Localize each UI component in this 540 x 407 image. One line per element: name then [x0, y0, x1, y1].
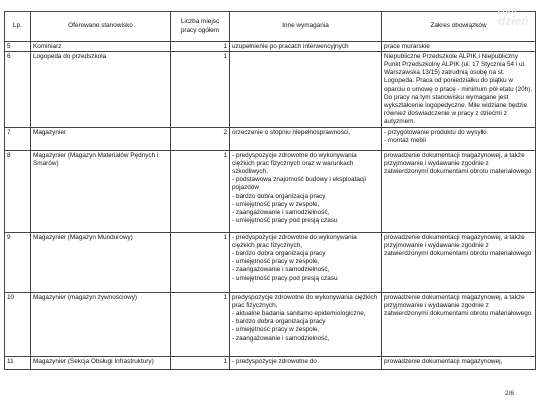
requirement-line: - bardzo dobra organizacja pracy: [232, 192, 326, 200]
table-row: [5, 128, 536, 151]
table-row: [5, 151, 536, 233]
cell-lp: 10: [5, 293, 31, 357]
cell-requirements: [230, 233, 382, 293]
requirement-line: - zaangażowanie i samodzielność,: [232, 208, 330, 216]
cell-count: 1: [171, 52, 230, 128]
duty-line: prace murarskie: [384, 42, 430, 50]
cell-count: 1: [171, 293, 230, 357]
requirement-line: - bardzo dobra organizacja pracy: [232, 249, 326, 257]
table-row: [5, 42, 536, 52]
cell-count: 1: [171, 42, 230, 52]
table-row: [5, 52, 536, 128]
cell-duties: [382, 233, 536, 293]
requirement-line: - umiejętność pracy pod presją czasu: [232, 217, 338, 225]
cell-count: 1: [171, 357, 230, 370]
requirement-line: - zaangażowanie i samodzielność,: [232, 266, 330, 274]
cell-lp: 9: [5, 233, 31, 293]
cell-requirements: [230, 52, 382, 128]
cell-duties: [382, 42, 536, 52]
cell-position: Kominiarz: [31, 42, 171, 52]
table-row: [5, 357, 536, 370]
requirement-line: - predyspozycje zdrowotne do: [232, 357, 317, 365]
cell-position: Magazynier (magazyn żywnościowy): [31, 293, 171, 357]
table-header-row: [5, 12, 536, 42]
cell-duties: [382, 151, 536, 233]
duty-line: prowadzenie dokumentacji magazynowej,: [384, 357, 503, 365]
cell-requirements: [230, 151, 382, 233]
table-row: [5, 233, 536, 293]
job-offers-table: [4, 11, 536, 370]
cell-requirements: [230, 357, 382, 370]
cell-lp: 5: [5, 42, 31, 52]
requirement-line: - umiejętność pracy w zespole,: [232, 326, 320, 334]
header-count: Liczba miejsc pracy ogółem: [171, 12, 230, 42]
duty-line: prowadzenie dokumentacji magazynowej, a także przyjmowanie i wydawanie zgodnie z zatwierdzonymi dokumentami obrotu materiałowego: [384, 293, 532, 317]
requirement-line: - predyspozycje zdrowotne do wykonywania ciężkich prac fizycznych,: [232, 233, 357, 249]
header-duties: Zakres obowiązków: [382, 12, 536, 42]
duty-line: - przygotowanie produktu do wysyłki: [384, 128, 487, 136]
requirement-line: - predyspozycje zdrowotne do wykonywania ciężkich prac fizycznych oraz w warunkach szkodliwych,: [232, 151, 357, 175]
cell-requirements: [230, 293, 382, 357]
header-lp: Lp.: [5, 12, 31, 42]
cell-duties: [382, 357, 536, 370]
requirement-line: - umiejętność pracy w zespole,: [232, 258, 320, 266]
header-requirements: Inne wymagania: [230, 12, 382, 42]
cell-count: 1: [171, 151, 230, 233]
cell-lp: 6: [5, 52, 31, 128]
cell-position: Magazynier: [31, 128, 171, 151]
duty-line: Niepubliczne Przedszkole ALPIK i Niepubliczny Punkt Przedszkolny ALPIK (ul. 17 Stycznia 54 i ul. Warszawska 13/15) zatrudnią osobę na st. Logopeda. Praca od poniedziałku do piątku w oparciu o umowę o pracę - minimum pół etatu (20h). Do pracy na tym stanowisku wymagane jest wykształcenie logopedyczne. Mile widziane będzie również doświadczenie w pracy z dziećmi z autyzmem.: [384, 52, 533, 126]
requirement-line: - bardzo dobra organizacja pracy: [232, 318, 326, 326]
cell-requirements: [230, 42, 382, 52]
cell-count: 1: [171, 233, 230, 293]
duty-line: prowadzenie dokumentacji magazynowej, a także przyjmowanie i wydawanie zgodnie z zatwierdzonymi dokumentami obrotu materiałowego: [384, 151, 532, 175]
header-position: Oferowane stanowisko: [31, 12, 171, 42]
cell-position: Magazynier (Sekcja Obsługi Infrastruktury): [31, 357, 171, 370]
cell-duties: [382, 293, 536, 357]
requirement-line: - umiejętność pracy w zespole,: [232, 200, 320, 208]
cell-lp: 8: [5, 151, 31, 233]
requirement-line: - aktualne badania sanitarno epidemiologiczne,: [232, 309, 366, 317]
cell-duties: [382, 128, 536, 151]
table-row: [5, 293, 536, 357]
watermark-line2: dzień: [498, 14, 529, 28]
requirement-line: orzeczenie o stopniu niepełnosprawności.: [232, 128, 351, 136]
requirement-line: uzupełnienie po pracach interwencyjnych: [232, 42, 349, 50]
requirement-line: - umiejętność pracy pod presją czasu: [232, 274, 338, 282]
cell-position: Magazynier (Magazyn Materiałów Pędnych i Smarów): [31, 151, 171, 233]
cell-duties: [382, 52, 536, 128]
page-number: 2/6: [504, 390, 514, 397]
requirement-line: predyspozycje zdrowotne do wykonywania ciężkich prac fizycznych,: [232, 293, 378, 309]
cell-requirements: [230, 128, 382, 151]
duty-line: prowadzenie dokumentacji magazynowej, a także przyjmowanie i wydawanie zgodnie z zatwierdzonymi dokumentami obrotu materiałowego: [384, 233, 532, 257]
table-body: [5, 42, 536, 370]
requirement-line: - podstawowa znajomość budowy i eksploatacji pojazdów: [232, 176, 366, 192]
duty-line: - montaż mebli: [384, 136, 426, 144]
cell-position: Logopeda do przedszkola: [31, 52, 171, 128]
cell-lp: 7: [5, 128, 31, 151]
watermark-line1: cozo: [498, 6, 518, 15]
cell-position: Magazynier (Magazyn Mundurowy): [31, 233, 171, 293]
cell-count: 2: [171, 128, 230, 151]
requirement-line: - zaangażowanie i samodzielność,: [232, 334, 330, 342]
cell-lp: 11: [5, 357, 31, 370]
